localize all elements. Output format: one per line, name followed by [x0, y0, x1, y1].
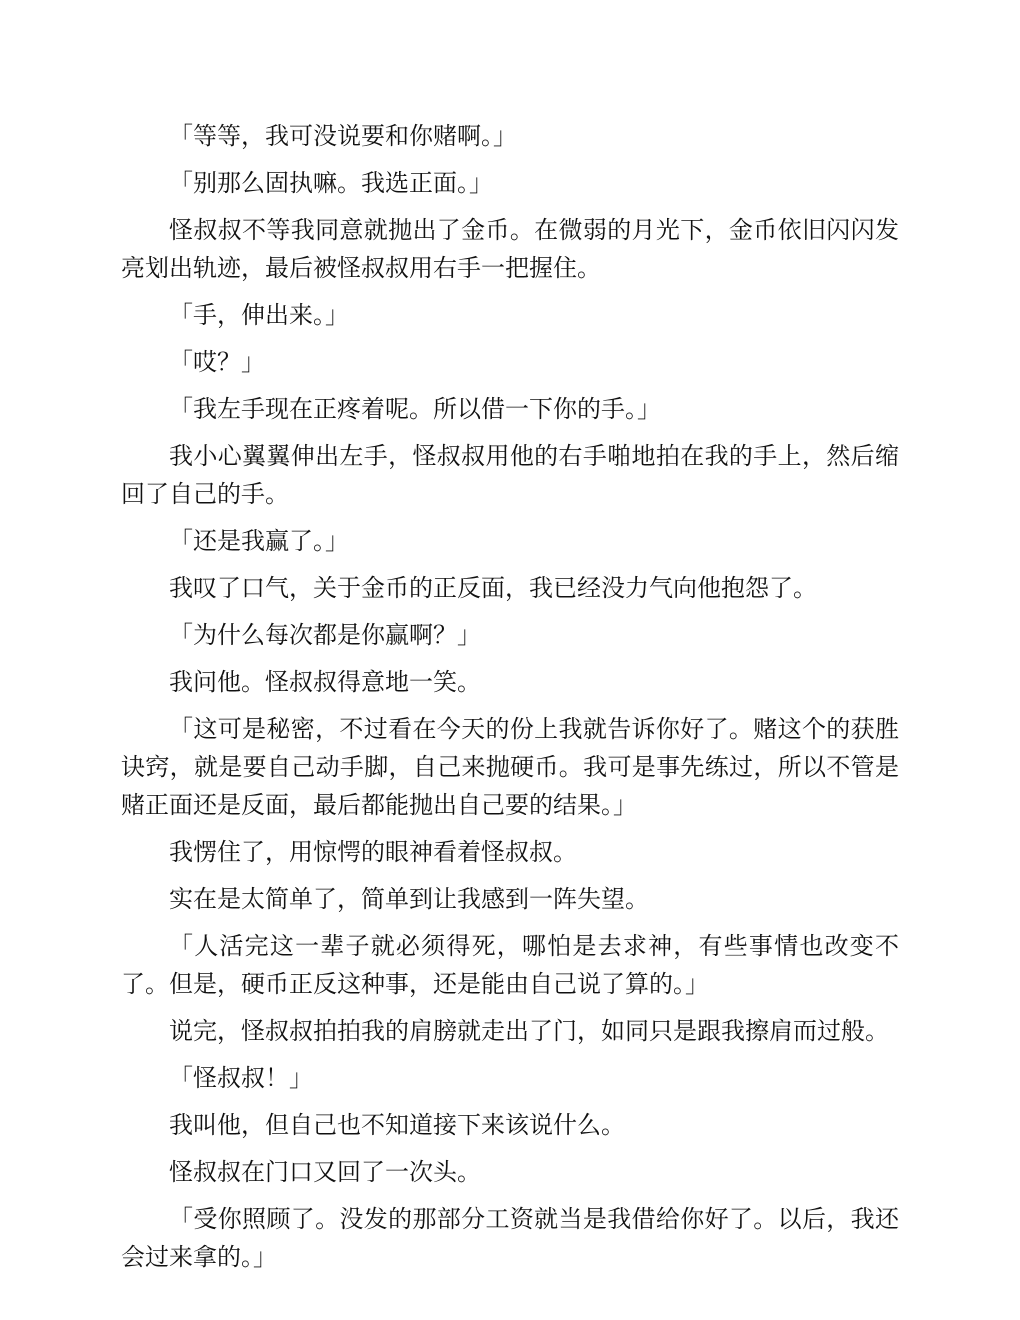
- paragraph: 怪叔叔不等我同意就抛出了金币。在微弱的月光下，金币依旧闪闪发亮划出轨迹，最后被怪叔叔用右手一把握住。: [121, 216, 899, 282]
- paragraph: 「我左手现在正疼着呢。所以借一下你的手。」: [169, 395, 661, 423]
- paragraph: 我愣住了，用惊愕的眼神看着怪叔叔。: [169, 838, 577, 866]
- paragraph: 「为什么每次都是你赢啊？」: [169, 621, 481, 649]
- body-text: [121, 117, 899, 1285]
- paragraph: 「还是我赢了。」: [169, 527, 349, 555]
- paragraph: 我小心翼翼伸出左手，怪叔叔用他的右手啪地拍在我的手上，然后缩回了自己的手。: [121, 442, 899, 508]
- paragraph: 怪叔叔在门口又回了一次头。: [169, 1158, 481, 1186]
- paragraph: 我叹了口气，关于金币的正反面，我已经没力气向他抱怨了。: [169, 574, 817, 602]
- paragraph: 「等等，我可没说要和你赌啊。」: [169, 122, 517, 150]
- paragraph: 我问他。怪叔叔得意地一笑。: [169, 668, 481, 696]
- paragraph: 「人活完这一辈子就必须得死，哪怕是去求神，有些事情也改变不了。但是，硬币正反这种事，还是能由自己说了算的。」: [121, 932, 899, 998]
- paragraph: 「手，伸出来。」: [169, 301, 349, 329]
- paragraph: 「哎？」: [169, 348, 265, 376]
- paragraph: 「别那么固执嘛。我选正面。」: [169, 169, 493, 197]
- paragraph: 说完，怪叔叔拍拍我的肩膀就走出了门，如同只是跟我擦肩而过般。: [169, 1017, 889, 1045]
- paragraph: 我叫他，但自己也不知道接下来该说什么。: [169, 1111, 625, 1139]
- paragraph: 实在是太简单了，简单到让我感到一阵失望。: [169, 885, 649, 913]
- paragraph: 「受你照顾了。没发的那部分工资就当是我借给你好了。以后，我还会过来拿的。」: [121, 1205, 899, 1271]
- paragraph: 「怪叔叔！」: [169, 1064, 313, 1092]
- paragraph: 「这可是秘密，不过看在今天的份上我就告诉你好了。赌这个的获胜诀窍，就是要自己动手脚，自己来抛硬币。我可是事先练过，所以不管是赌正面还是反面，最后都能抛出自己要的结果。」: [121, 715, 899, 819]
